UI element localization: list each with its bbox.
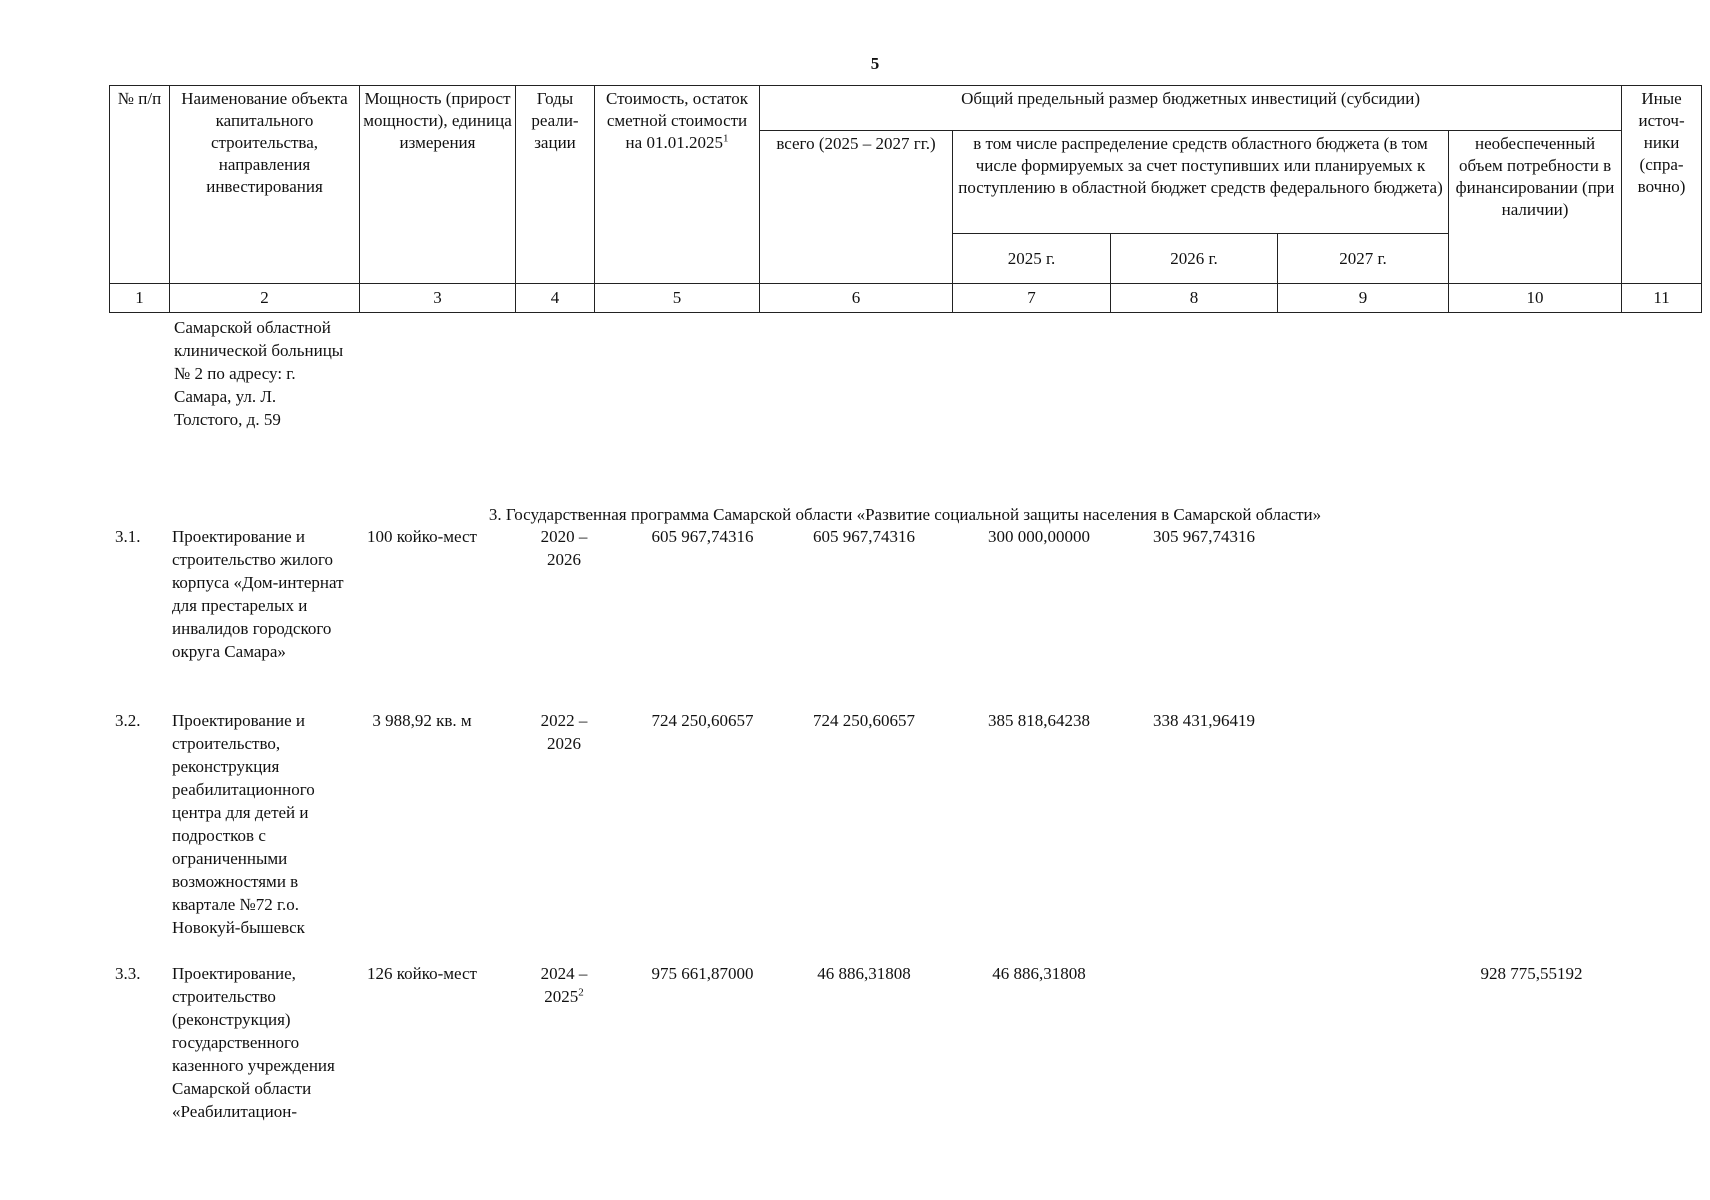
row-years-text: 2024 – 2025 bbox=[540, 964, 588, 1006]
row-capacity: 100 койко-мест bbox=[366, 527, 477, 546]
col-number: 1 bbox=[110, 284, 170, 313]
header-table bbox=[109, 85, 1702, 313]
row-cost: 975 661,87000 bbox=[651, 964, 754, 983]
row-total: 724 250,60657 bbox=[813, 711, 915, 730]
header-regional: в том числе распределение средств областного бюджета (в том числе формируемых за счет поступивших или планируемых к поступлению в областной бюджет средств федерального бюджета) bbox=[953, 131, 1449, 234]
row-num: 3.1. bbox=[115, 527, 141, 546]
section-title: 3. Государственная программа Самарской области «Развитие социальной защиты населения в Самарской области» bbox=[488, 505, 1322, 524]
col-number: 6 bbox=[760, 284, 953, 313]
header-years: Годы реали-зации bbox=[516, 86, 595, 284]
header-name: Наименование объекта капитального строительства, направления инвестирования bbox=[170, 86, 360, 284]
row-capacity: 3 988,92 кв. м bbox=[372, 711, 472, 730]
header-total: всего (2025 – 2027 гг.) bbox=[760, 131, 953, 284]
row-years-text: 2020 – 2026 bbox=[540, 527, 588, 569]
col-number: 8 bbox=[1111, 284, 1278, 313]
col-number: 11 bbox=[1622, 284, 1702, 313]
col-number: 7 bbox=[953, 284, 1111, 313]
row-2025: 46 886,31808 bbox=[992, 964, 1086, 983]
row-years bbox=[524, 962, 604, 1008]
row-total: 605 967,74316 bbox=[813, 527, 915, 546]
header-2026: 2026 г. bbox=[1111, 234, 1278, 284]
row-cost: 724 250,60657 bbox=[651, 711, 754, 730]
col-number: 4 bbox=[516, 284, 595, 313]
row-years bbox=[524, 525, 604, 571]
row-cost: 605 967,74316 bbox=[651, 527, 754, 546]
footnote-marker: 1 bbox=[722, 132, 729, 145]
header-num: № п/п bbox=[110, 86, 170, 284]
header-cost-text: Стоимость, остаток сметной стоимости на 01.01.2025 bbox=[605, 89, 748, 152]
col-number: 10 bbox=[1449, 284, 1622, 313]
row-2025: 385 818,64238 bbox=[988, 711, 1090, 730]
row-total: 46 886,31808 bbox=[817, 964, 911, 983]
row-num: 3.3. bbox=[115, 964, 141, 983]
header-budget-title: Общий предельный размер бюджетных инвестиций (субсидии) bbox=[760, 86, 1622, 131]
header-2027: 2027 г. bbox=[1278, 234, 1449, 284]
header-cost bbox=[595, 86, 760, 284]
row-2026: 305 967,74316 bbox=[1153, 527, 1255, 546]
col-number: 9 bbox=[1278, 284, 1449, 313]
row-name: Проектирование, строительство (реконструкция) государственного казенного учреждения Самарской области «Реабилитацион- bbox=[172, 964, 335, 1121]
col-number: 2 bbox=[170, 284, 360, 313]
row-unfunded: 928 775,55192 bbox=[1480, 964, 1583, 983]
row-years bbox=[524, 709, 604, 755]
col-number: 3 bbox=[360, 284, 516, 313]
row-name: Проектирование и строительство, реконструкция реабилитационного центра для детей и подростков с ограниченными возможностями в квартале №72 г.о. Новокуй-бышевск bbox=[172, 711, 315, 937]
header-2025: 2025 г. bbox=[953, 234, 1111, 284]
header-capacity: Мощность (прирост мощности), единица измерения bbox=[360, 86, 516, 284]
continuation-text: Самарской областной клинической больницы № 2 по адресу: г. Самара, ул. Л. Толстого, д. 59 bbox=[174, 318, 344, 429]
row-2025: 300 000,00000 bbox=[988, 527, 1090, 546]
row-num: 3.2. bbox=[115, 711, 141, 730]
row-capacity: 126 койко-мест bbox=[366, 964, 477, 983]
row-2026: 338 431,96419 bbox=[1153, 711, 1255, 730]
col-number: 5 bbox=[595, 284, 760, 313]
header-other: Иные источ-ники (спра-вочно) bbox=[1622, 86, 1702, 284]
row-years-text: 2022 – 2026 bbox=[540, 711, 588, 753]
header-unfunded: необеспеченный объем потребности в финансировании (при наличии) bbox=[1449, 131, 1622, 284]
row-name: Проектирование и строительство жилого корпуса «Дом-интернат для престарелых и инвалидов городского округа Самара» bbox=[172, 527, 344, 661]
footnote-marker: 2 bbox=[578, 986, 584, 999]
page-number: 5 bbox=[870, 54, 880, 73]
